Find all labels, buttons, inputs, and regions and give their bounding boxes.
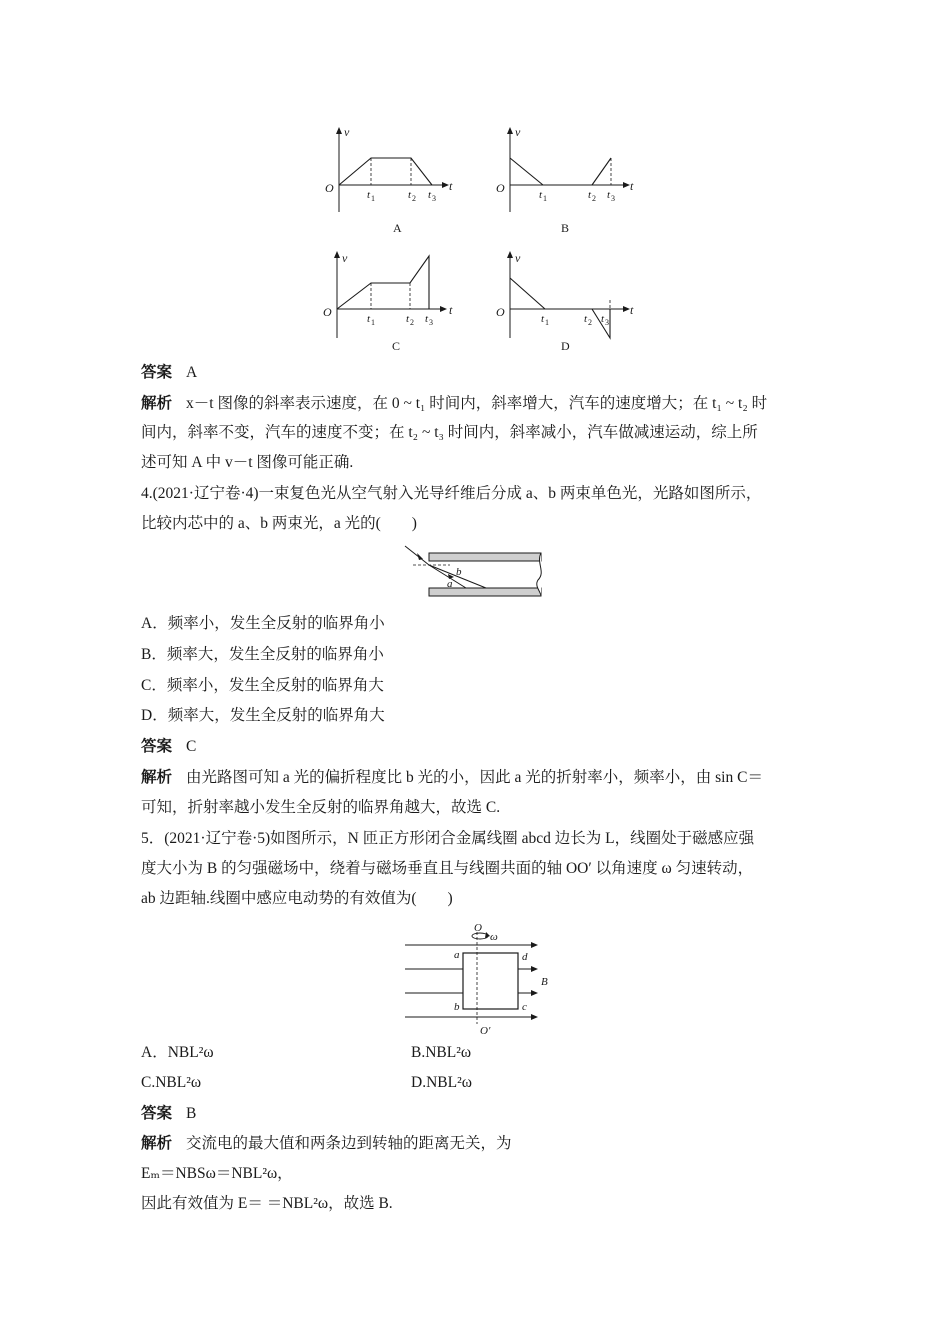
graph-b-t2-sub: 2 (592, 194, 596, 203)
graph-d-t-label: t (630, 303, 634, 317)
graph-d-v-label: v (515, 251, 521, 265)
graph-a-origin: O (325, 181, 334, 195)
graph-b-curve-1 (510, 158, 543, 185)
graph-a-t1-sub: 1 (371, 194, 375, 203)
graph-b-caption: B (561, 221, 570, 235)
graph-b-curve-2 (592, 158, 611, 185)
optical-fiber-figure (400, 540, 550, 602)
q4-stem-2: 比较内芯中的 a、b 两束光，a 光的( ) (141, 515, 417, 532)
q3-analysis-text-1: x－t 图像的斜率表示速度，在 0 ~ t₁ 时间内，斜率增大，汽车的速度增大；在 t₁ ~ t₂ 时 (186, 395, 768, 412)
graph-c-t2-sub: 2 (410, 318, 414, 327)
graph-b-origin: O (496, 181, 505, 195)
graph-d-t3: t (601, 313, 605, 325)
q5-answer-label: 答案 (141, 1105, 173, 1122)
graph-d-curve-1 (510, 278, 545, 309)
corner-a-label: a (454, 949, 460, 961)
q4-option-a: A．频率小，发生全反射的临界角小 (141, 615, 385, 632)
graph-a-v-label: v (344, 125, 350, 139)
graph-a-t-label: t (449, 179, 453, 193)
axis-top-label: O (474, 922, 482, 934)
omega-label: ω (490, 931, 498, 943)
graph-d-t1-sub: 1 (545, 318, 549, 327)
graph-b-t2: t (588, 189, 592, 201)
corner-b-label: b (454, 1001, 460, 1013)
graph-c-t1-sub: 1 (371, 318, 375, 327)
q3-analysis-text-3: 述可知 A 中 v－t 图像可能正确. (141, 454, 354, 471)
graph-d (496, 251, 634, 353)
graph-c-v-label: v (342, 251, 348, 265)
graph-d-t2: t (584, 313, 588, 325)
field-b-label: B (541, 976, 548, 988)
graph-c-t3: t (425, 313, 429, 325)
q4-answer-label: 答案 (141, 738, 173, 755)
q5-stem-3: ab 边距轴.线圈中感应电动势的有效值为( ) (141, 890, 453, 907)
q4-analysis-text-2: 可知，折射率越小发生全反射的临界角越大，故选 C. (141, 799, 501, 816)
graph-a (325, 125, 453, 235)
q4-analysis-row-1 (141, 768, 763, 788)
graph-a-t3-sub: 3 (432, 194, 436, 203)
graph-d-origin: O (496, 305, 505, 319)
graph-c (323, 251, 453, 353)
q4-option-d: D．频率大，发生全反射的临界角大 (141, 707, 385, 724)
ray-a-label: a (447, 578, 453, 590)
graph-a-t3: t (428, 189, 432, 201)
q5-option-c: C.NBL²ω (141, 1074, 202, 1091)
q5-analysis-row-1 (141, 1134, 512, 1154)
q4-option-c: C．频率小，发生全反射的临界角大 (141, 677, 384, 694)
graph-a-caption: A (393, 221, 402, 235)
graph-b-t1: t (539, 189, 543, 201)
graph-a-t2-sub: 2 (412, 194, 416, 203)
q4-analysis-label: 解析 (141, 769, 173, 786)
q5-option-d: D.NBL²ω (411, 1074, 472, 1091)
q3-analysis-text-2: 间内，斜率不变，汽车的速度不变；在 t₂ ~ t₃ 时间内，斜率减小，汽车做减速运动，综上所 (141, 424, 758, 441)
q5-stem-2: 度大小为 B 的匀强磁场中，绕着与磁场垂直且与线圈共面的轴 OO′ 以角速度 ω 匀速转动， (141, 860, 754, 877)
q4-stem-1: 4.(2021·辽宁卷·4)一束复色光从空气射入光导纤维后分成 a、b 两束单色光，光路如图所示， (141, 485, 762, 502)
q5-stem-1: 5．(2021·辽宁卷·5)如图所示，N 匝正方形闭合金属线圈 abcd 边长为 L，线圈处于磁感应强 (141, 830, 755, 847)
q5-analysis-label: 解析 (141, 1135, 173, 1152)
graph-d-t3-sub: 3 (605, 318, 609, 327)
q4-answer-row (141, 737, 196, 757)
graph-b-t3-sub: 3 (611, 194, 615, 203)
q3-answer-label: 答案 (141, 364, 173, 381)
q5-answer-row (141, 1104, 196, 1124)
graph-b (496, 125, 634, 235)
graph-a-curve (339, 158, 432, 185)
q3-answer-row (141, 363, 197, 383)
q5-analysis-text-1: 交流电的最大值和两条边到转轴的距离无关，为 (186, 1135, 512, 1152)
graph-c-t1: t (367, 313, 371, 325)
graph-d-t2-sub: 2 (588, 318, 592, 327)
graph-d-t1: t (541, 313, 545, 325)
graph-b-t1-sub: 1 (543, 194, 547, 203)
axis-bottom-label: O′ (480, 1025, 491, 1037)
q3-answer: A (186, 364, 198, 381)
graph-b-t3: t (607, 189, 611, 201)
rotating-coil-figure (400, 918, 560, 1036)
q4-analysis-text-1: 由光路图可知 a 光的偏折程度比 b 光的小，因此 a 光的折射率小，频率小，由 sin C＝ (186, 769, 763, 786)
q5-answer: B (186, 1105, 197, 1122)
vt-graphs-figure (300, 120, 660, 360)
q4-option-b: B．频率大，发生全反射的临界角小 (141, 646, 384, 663)
graph-c-curve (337, 256, 429, 309)
graph-d-caption: D (561, 339, 570, 353)
q5-analysis-text-3: 因此有效值为 E＝ ＝NBL²ω，故选 B. (141, 1195, 393, 1212)
corner-d-label: d (522, 951, 528, 963)
ray-b-label: b (456, 566, 462, 578)
corner-c-label: c (522, 1001, 527, 1013)
graph-c-origin: O (323, 305, 332, 319)
graph-a-t1: t (367, 189, 371, 201)
graph-c-t2: t (406, 313, 410, 325)
graph-b-t-label: t (630, 179, 634, 193)
graph-c-t-label: t (449, 303, 453, 317)
q5-option-b: B.NBL²ω (411, 1044, 472, 1061)
graph-c-t3-sub: 3 (429, 318, 433, 327)
q5-option-a: A．NBL²ω (141, 1044, 214, 1061)
graph-a-t2: t (408, 189, 412, 201)
q3-analysis-row-1 (141, 394, 767, 414)
q5-analysis-text-2: Eₘ＝NBSω＝NBL²ω， (141, 1165, 293, 1182)
graph-b-v-label: v (515, 125, 521, 139)
coil-square (463, 953, 518, 1009)
graph-c-caption: C (392, 339, 401, 353)
q3-analysis-label: 解析 (141, 395, 173, 412)
q4-answer: C (186, 738, 197, 755)
